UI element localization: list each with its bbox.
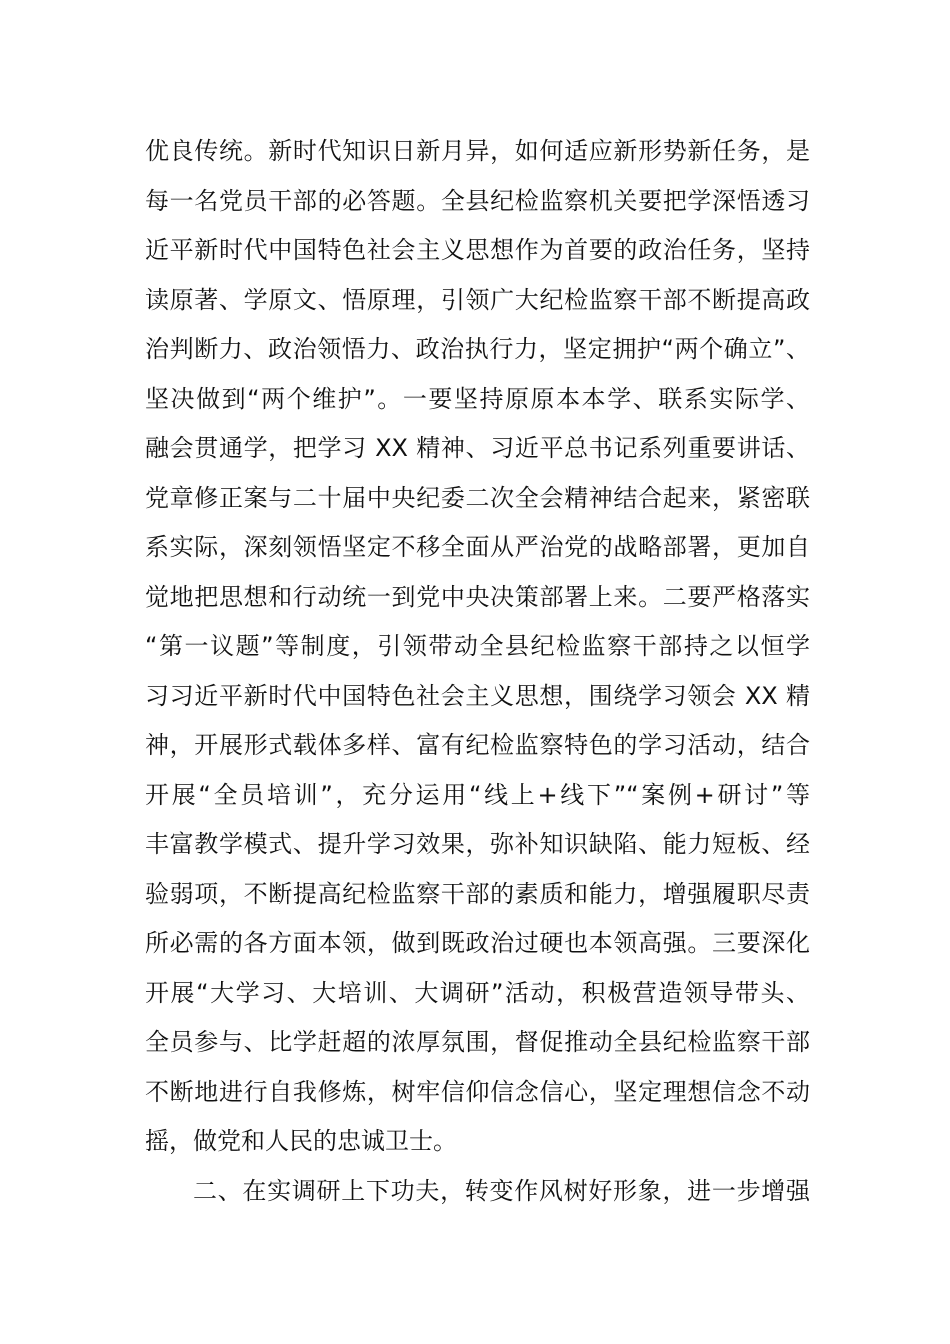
paragraph	[145, 1167, 810, 1217]
text-line: 系实际，深刻领悟坚定不移全面从严治党的战略部署，更加自	[145, 533, 810, 561]
text-line: 习习近平新时代中国特色社会主义思想，围绕学习领会 XX 精	[145, 681, 810, 710]
text-line: 所必需的各方面本领，做到既政治过硬也本领高强。三要深化	[145, 929, 810, 957]
text-line: 丰富教学模式、提升学习效果，弥补知识缺陷、能力短板、经	[145, 830, 810, 858]
text-line: 治判断力、政治领悟力、政治执行力，坚定拥护“两个确立”、	[145, 335, 810, 363]
paragraph	[145, 127, 810, 1167]
text-line: 不断地进行自我修炼，树牢信仰信念信心，坚定理想信念不动	[145, 1077, 810, 1106]
text-line: 优良传统。新时代知识日新月异，如何适应新形势新任务，是	[145, 137, 810, 165]
section-heading-line: 二、在实调研上下功夫，转变作风树好形象，进一步增强	[193, 1176, 810, 1205]
text-line: “第一议题”等制度，引领带动全县纪检监察干部持之以恒学	[145, 632, 810, 660]
text-line: 坚决做到“两个维护”。一要坚持原原本本学、联系实际学、	[145, 384, 810, 413]
text-line: 全员参与、比学赶超的浓厚氛围，督促推动全县纪检监察干部	[145, 1028, 810, 1056]
text-line: 近平新时代中国特色社会主义思想作为首要的政治任务，坚持	[145, 236, 810, 264]
text-line: 党章修正案与二十届中央纪委二次全会精神结合起来，紧密联	[145, 483, 810, 512]
text-line: 摇，做党和人民的忠诚卫士。	[145, 1127, 457, 1155]
text-line: 开展“大学习、大培训、大调研”活动，积极营造领导带头、	[145, 978, 810, 1007]
text-line: 神，开展形式载体多样、富有纪检监察特色的学习活动，结合	[145, 731, 810, 759]
text-line: 验弱项，不断提高纪检监察干部的素质和能力，增强履职尽责	[145, 879, 810, 908]
text-line: 开展“全员培训”，充分运用“线上+线下”“案例+研讨”等	[145, 780, 810, 809]
text-line: 觉地把思想和行动统一到党中央决策部署上来。二要严格落实	[145, 582, 810, 611]
body-text	[145, 127, 810, 1216]
text-line: 读原著、学原文、悟原理，引领广大纪检监察干部不断提高政	[145, 285, 810, 314]
text-line: 每一名党员干部的必答题。全县纪检监察机关要把学深悟透习	[145, 186, 810, 215]
text-line: 融会贯通学，把学习 XX 精神、习近平总书记系列重要讲话、	[145, 434, 810, 462]
